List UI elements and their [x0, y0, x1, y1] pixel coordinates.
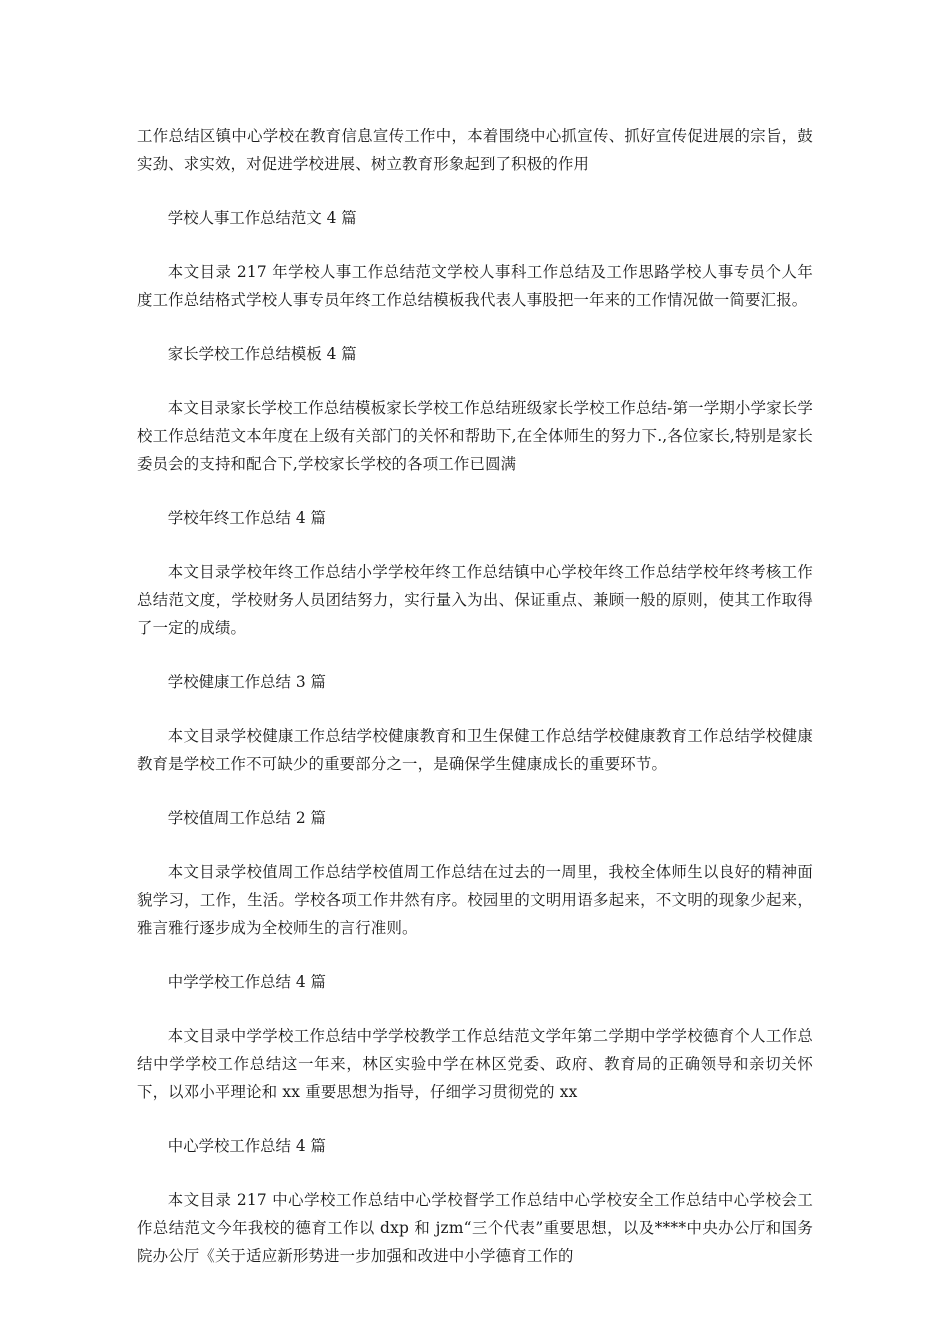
section-title-2: 家长学校工作总结模板 4 篇 [167, 345, 357, 363]
section-body-1: 本文目录 217 年学校人事工作总结范文学校人事科工作总结及工作思路学校人事专员个人年度工作总结格式学校人事专员年终工作总结模板我代表人事股把一年来的工作情况做一简要汇报。 [137, 263, 813, 309]
section-body-7: 本文目录 217 中心学校工作总结中心学校督学工作总结中心学校安全工作总结中心学校会工作总结范文今年我校的德育工作以 dxp 和 jzm“三个代表”重要思想，以及****中央办公厅和国务院办公厅《关于适应新形势进一步加强和改进中小学德育工作的 [137, 1191, 813, 1265]
document-page [137, 122, 813, 1296]
section-title-6: 中学学校工作总结 4 篇 [167, 973, 326, 991]
section-body-5: 本文目录学校值周工作总结学校值周工作总结在过去的一周里，我校全体师生以良好的精神面貌学习，工作，生活。学校各项工作井然有序。校园里的文明用语多起来，不文明的现象少起来，雅言雅行逐步成为全校师生的言行准则。 [137, 863, 813, 937]
section-title-4: 学校健康工作总结 3 篇 [167, 673, 326, 691]
section-body-3: 本文目录学校年终工作总结小学学校年终工作总结镇中心学校年终工作总结学校年终考核工作总结范文度，学校财务人员团结努力，实行量入为出、保证重点、兼顾一般的原则，使其工作取得了一定的成绩。 [137, 563, 813, 637]
section-body-2: 本文目录家长学校工作总结模板家长学校工作总结班级家长学校工作总结-第一学期小学家长学校工作总结范文本年度在上级有关部门的关怀和帮助下,在全体师生的努力下.,各位家长,特别是家长委员会的支持和配合下,学校家长学校的各项工作已圆满 [137, 399, 813, 473]
section-title-7: 中心学校工作总结 4 篇 [167, 1137, 326, 1155]
section-title-5: 学校值周工作总结 2 篇 [167, 809, 326, 827]
intro-paragraph: 工作总结区镇中心学校在教育信息宣传工作中，本着围绕中心抓宣传、抓好宣传促进展的宗旨，鼓实劲、求实效，对促进学校进展、树立教育形象起到了积极的作用 [137, 127, 813, 173]
section-body-4: 本文目录学校健康工作总结学校健康教育和卫生保健工作总结学校健康教育工作总结学校健康教育是学校工作不可缺少的重要部分之一，是确保学生健康成长的重要环节。 [137, 727, 813, 773]
section-body-6: 本文目录中学学校工作总结中学学校教学工作总结范文学年第二学期中学学校德育个人工作总结中学学校工作总结这一年来，林区实验中学在林区党委、政府、教育局的正确领导和亲切关怀下，以邓小平理论和 xx 重要思想为指导，仔细学习贯彻党的 xx [137, 1027, 813, 1101]
section-title-3: 学校年终工作总结 4 篇 [167, 509, 326, 527]
section-title-1: 学校人事工作总结范文 4 篇 [167, 209, 357, 227]
